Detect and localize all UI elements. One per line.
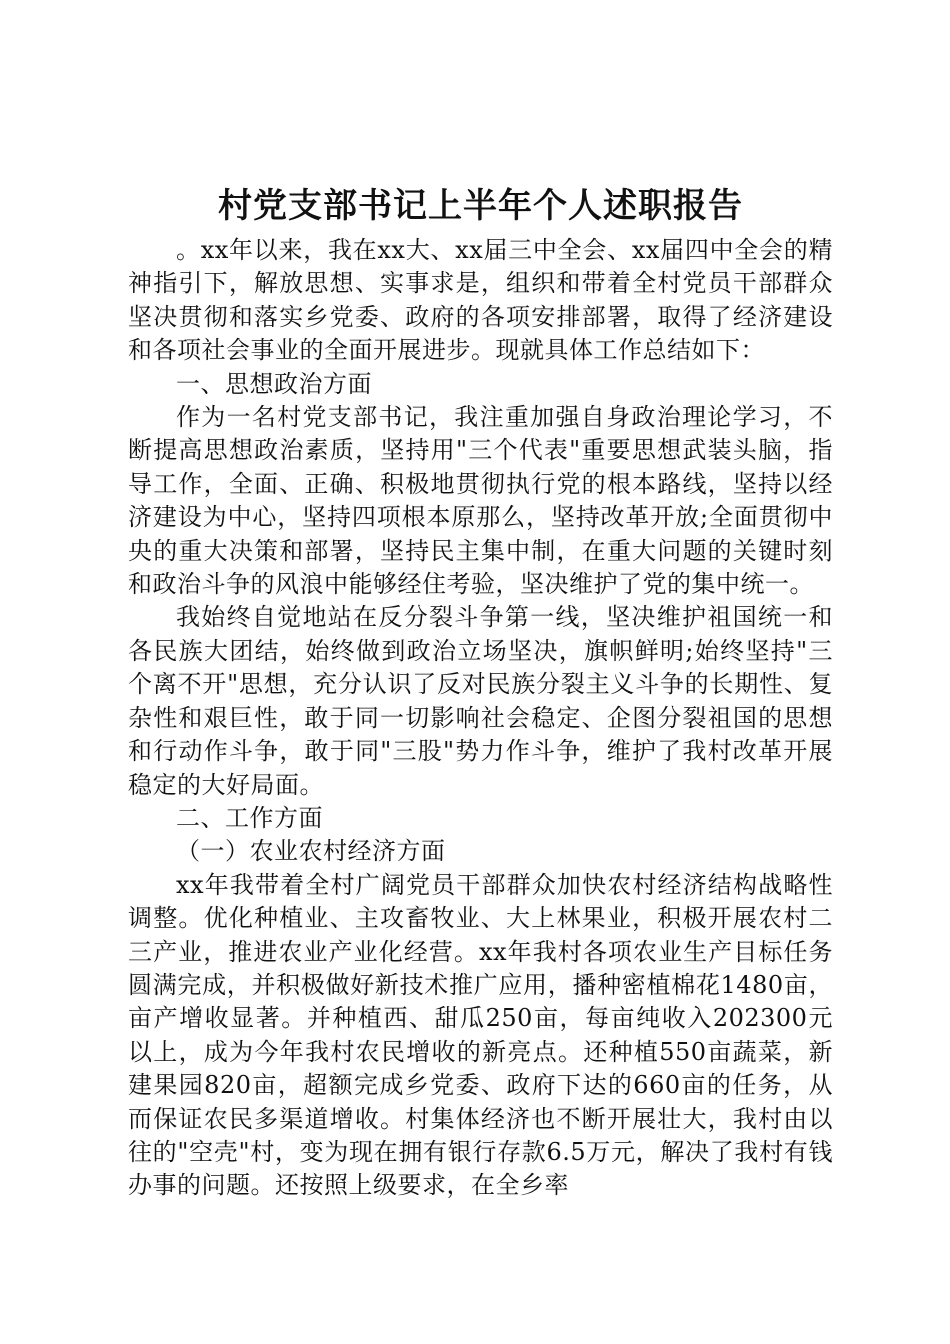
section-heading-work: 二、工作方面	[176, 803, 323, 832]
body-paragraph: xx年我带着全村广阔党员干部群众加快农村经济结构战略性调整。优化种植业、主攻畜牧业、大上林果业，积极开展农村二三产业，推进农业产业化经营。xx年我村各项农业生产目标任务圆满完成，并积极做好新技术推广应用，播种密植棉花1480亩，亩产增收显著。并种植西、甜瓜250亩，每亩纯收入202300元以上，成为今年我村农民增收的新亮点。还种植550亩蔬菜，新建果园820亩，超额完成乡党委、政府下达的660亩的任务，从而保证农民多渠道增收。村集体经济也不断开展壮大，我村由以往的"空壳"村，变为现在拥有银行存款6.5万元，解决了我村有钱办事的问题。还按照上级要求，在全乡率	[128, 870, 833, 1200]
body-paragraph: 我始终自觉地站在反分裂斗争第一线，坚决维护祖国统一和各民族大团结，始终做到政治立场坚决，旗帜鲜明;始终坚持"三个离不开"思想，充分认识了反对民族分裂主义斗争的长期性、复杂性和艰巨性，敢于同一切影响社会稳定、企图分裂祖国的思想和行动作斗争，敢于同"三股"势力作斗争，维护了我村改革开展稳定的大好局面。	[128, 603, 833, 799]
document-page	[128, 180, 833, 1203]
document-title: 村党支部书记上半年个人述职报告	[218, 186, 743, 226]
section-heading-ideology: 一、思想政治方面	[176, 369, 372, 398]
subsection-heading-agriculture: （一）农业农村经济方面	[176, 837, 446, 866]
intro-paragraph: 。xx年以来，我在xx大、xx届三中全会、xx届四中全会的精神指引下，解放思想、实事求是，组织和带着全村党员干部群众坚决贯彻和落实乡党委、政府的各项安排部署，取得了经济建设和各项社会事业的全面开展进步。现就具体工作总结如下：	[128, 236, 833, 365]
body-paragraph: 作为一名村党支部书记，我注重加强自身政治理论学习，不断提高思想政治素质，坚持用"三个代表"重要思想武装头脑，指导工作，全面、正确、积极地贯彻执行党的根本路线，坚持以经济建设为中心，坚持四项根本原那么，坚持改革开放;全面贯彻中央的重大决策和部署，坚持民主集中制，在重大问题的关键时刻和政治斗争的风浪中能够经住考验，坚决维护了党的集中统一。	[128, 403, 833, 599]
